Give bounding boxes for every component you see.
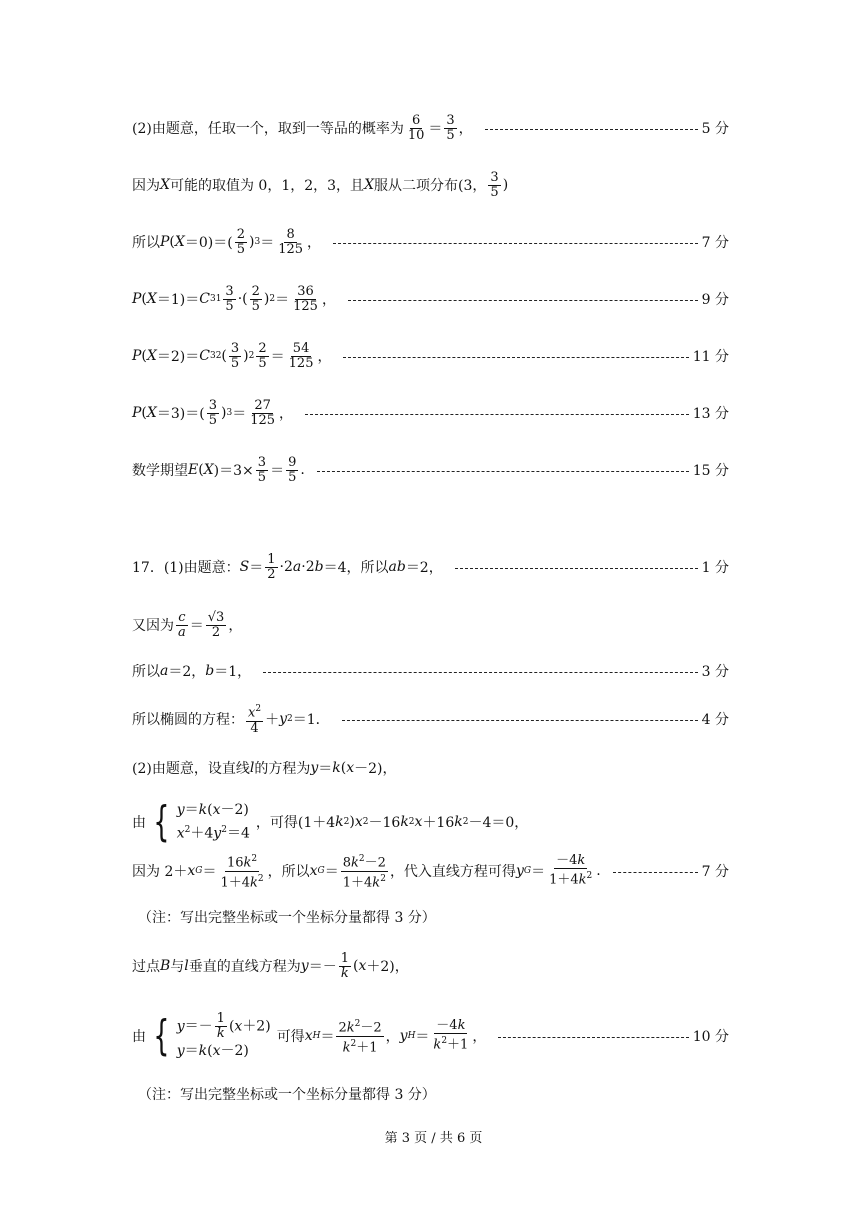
dashed-leader <box>348 300 698 301</box>
q16-p2-line <box>132 341 729 371</box>
fraction: $\frac{3}{5}$ <box>490 169 499 200</box>
score-label: 7 分 <box>701 235 729 251</box>
q16-2-intro-line <box>132 113 729 143</box>
q17-2-line-text: (2)由题意，设直线 l 的方程为 y ＝ k ( x －2)， <box>132 760 397 777</box>
dashed-leader <box>305 414 689 415</box>
q16-p2-text: P ( X ＝2)＝ C 3 2 ( $\frac{3}{5}$ ) 2 $\frac{2}{5}$ ＝ $\frac{54}{125}$ ， <box>132 340 332 371</box>
equation-system: { y＝k(x－2) $x^2+4y^2=4$ <box>153 797 250 846</box>
fraction: $\frac{6}{10}$ <box>407 112 425 143</box>
q17-2-line-line <box>132 753 729 783</box>
score-label: 7 分 <box>701 864 729 880</box>
q17-2-system-text: 由 { y＝k(x－2) $x^2+4y^2=4$ ，可得(1＋4 k 2 ) x 2 －16 k 2 x ＋16 k 2 －4＝0， <box>132 797 529 846</box>
note-text: （注：写出完整坐标或一个坐标分量都得 3 分） <box>138 910 436 926</box>
dashed-leader <box>485 129 698 130</box>
dashed-leader <box>342 720 698 721</box>
score-label: 1 分 <box>701 560 729 576</box>
dashed-leader <box>498 1037 688 1038</box>
q16-p3-text: P ( X ＝3)＝( $\frac{3}{5}$ ) 3 ＝ $\frac{27}{125}$ ， <box>132 397 294 428</box>
q17-1-area-line <box>132 552 729 582</box>
score-label: 13 分 <box>692 406 729 422</box>
q16-distribution-text: 因为 X 可能的取值为 0，1，2，3，且 X 服从二项分布(3， $\frac{3}{5}$ ) <box>132 169 509 200</box>
q17-1-ellipse-line <box>132 704 729 734</box>
q17-2-xh-text: 由 { y＝－ $\frac{1}{k}$ (x＋2) y＝k(x－2) 可得 x H ＝ $\frac{2k^2-2}{k^2+1}$ ， y H ＝ $\frac{-4k}{k^2+1}$ ， <box>132 1010 487 1060</box>
q17-1-ellipse-text: 所以椭圆的方程： $\frac{x^2}{4}$ ＋ y 2 ＝1． <box>132 704 330 736</box>
q16-p0-line <box>132 227 729 257</box>
q17-1-ab-text: 所以 a ＝2， b ＝1， <box>132 663 252 680</box>
q16-p1-text: P ( X ＝1)＝ C 3 1 $\frac{3}{5}$ ·( $\frac{2}{5}$ ) 2 ＝ $\frac{36}{125}$ ， <box>132 283 336 314</box>
dashed-leader <box>455 568 698 569</box>
dashed-leader <box>343 357 688 358</box>
q17-1-ecc-line <box>132 610 729 640</box>
dashed-leader <box>263 672 697 673</box>
equation-system: { y＝－ $\frac{1}{k}$ (x＋2) y＝k(x－2) <box>153 1010 271 1060</box>
q17-2-xh-line <box>132 1012 729 1060</box>
score-label: 3 分 <box>701 664 729 680</box>
page-footer: 第 3 页 / 共 6 页 <box>384 1131 483 1146</box>
score-label: 4 分 <box>701 712 729 728</box>
dashed-leader <box>333 243 698 244</box>
q16-expectation-line <box>132 455 729 485</box>
q17-1-area-text: 17．(1)由题意： S ＝ $\frac{1}{2}$ ·2 a ·2 b ＝4，所以 ab ＝2， <box>132 551 443 582</box>
q16-expectation-text: 数学期望 E ( X )＝3× $\frac{3}{5}$ ＝ $\frac{9}{5}$ . <box>132 454 305 485</box>
score-label: 10 分 <box>692 1029 729 1045</box>
q17-2-xg-line <box>132 853 729 890</box>
q17-2-perp-line <box>132 951 729 981</box>
score-label: 9 分 <box>701 292 729 308</box>
q17-1-ecc-text: 又因为 $\frac{c}{a}$ ＝ $\frac{√3}{2}$ ， <box>132 609 243 640</box>
q17-2-system-line <box>132 797 729 846</box>
q16-p3-line <box>132 398 729 428</box>
q17-2-xg-text: 因为 2＋ x G ＝ $\frac{16k^2}{1+4k^2}$ ，所以 x G ＝ $\frac{8k^2-2}{1+4k^2}$ ，代入直线方程可得 y G ＝ $\frac{-4k}{1+4k^2}$ . <box>132 853 601 890</box>
q17-1-ab-line <box>132 656 729 686</box>
q16-distribution-line <box>132 170 729 200</box>
fraction: $\frac{3}{5}$ <box>446 112 455 143</box>
score-label: 11 分 <box>692 349 729 365</box>
dashed-leader <box>317 471 689 472</box>
q17-2-perp-text: 过点 B 与 l 垂直的直线方程为 y ＝－ $\frac{1}{k}$ ( x ＋2)， <box>132 950 409 981</box>
score-label: 5 分 <box>701 121 729 137</box>
dashed-leader <box>613 872 698 873</box>
note-text: （注：写出完整坐标或一个坐标分量都得 3 分） <box>138 1087 436 1103</box>
q16-2-intro-text: (2)由题意，任取一个，取到一等品的概率为 $\frac{6}{10}$ ＝ $\frac{3}{5}$ ， <box>132 112 473 143</box>
score-label: 15 分 <box>692 463 729 479</box>
q16-p1-line <box>132 284 729 314</box>
q16-p0-text: 所以 P ( X ＝0)＝( $\frac{2}{5}$ ) 3 ＝ $\frac{8}{125}$ ， <box>132 226 322 257</box>
